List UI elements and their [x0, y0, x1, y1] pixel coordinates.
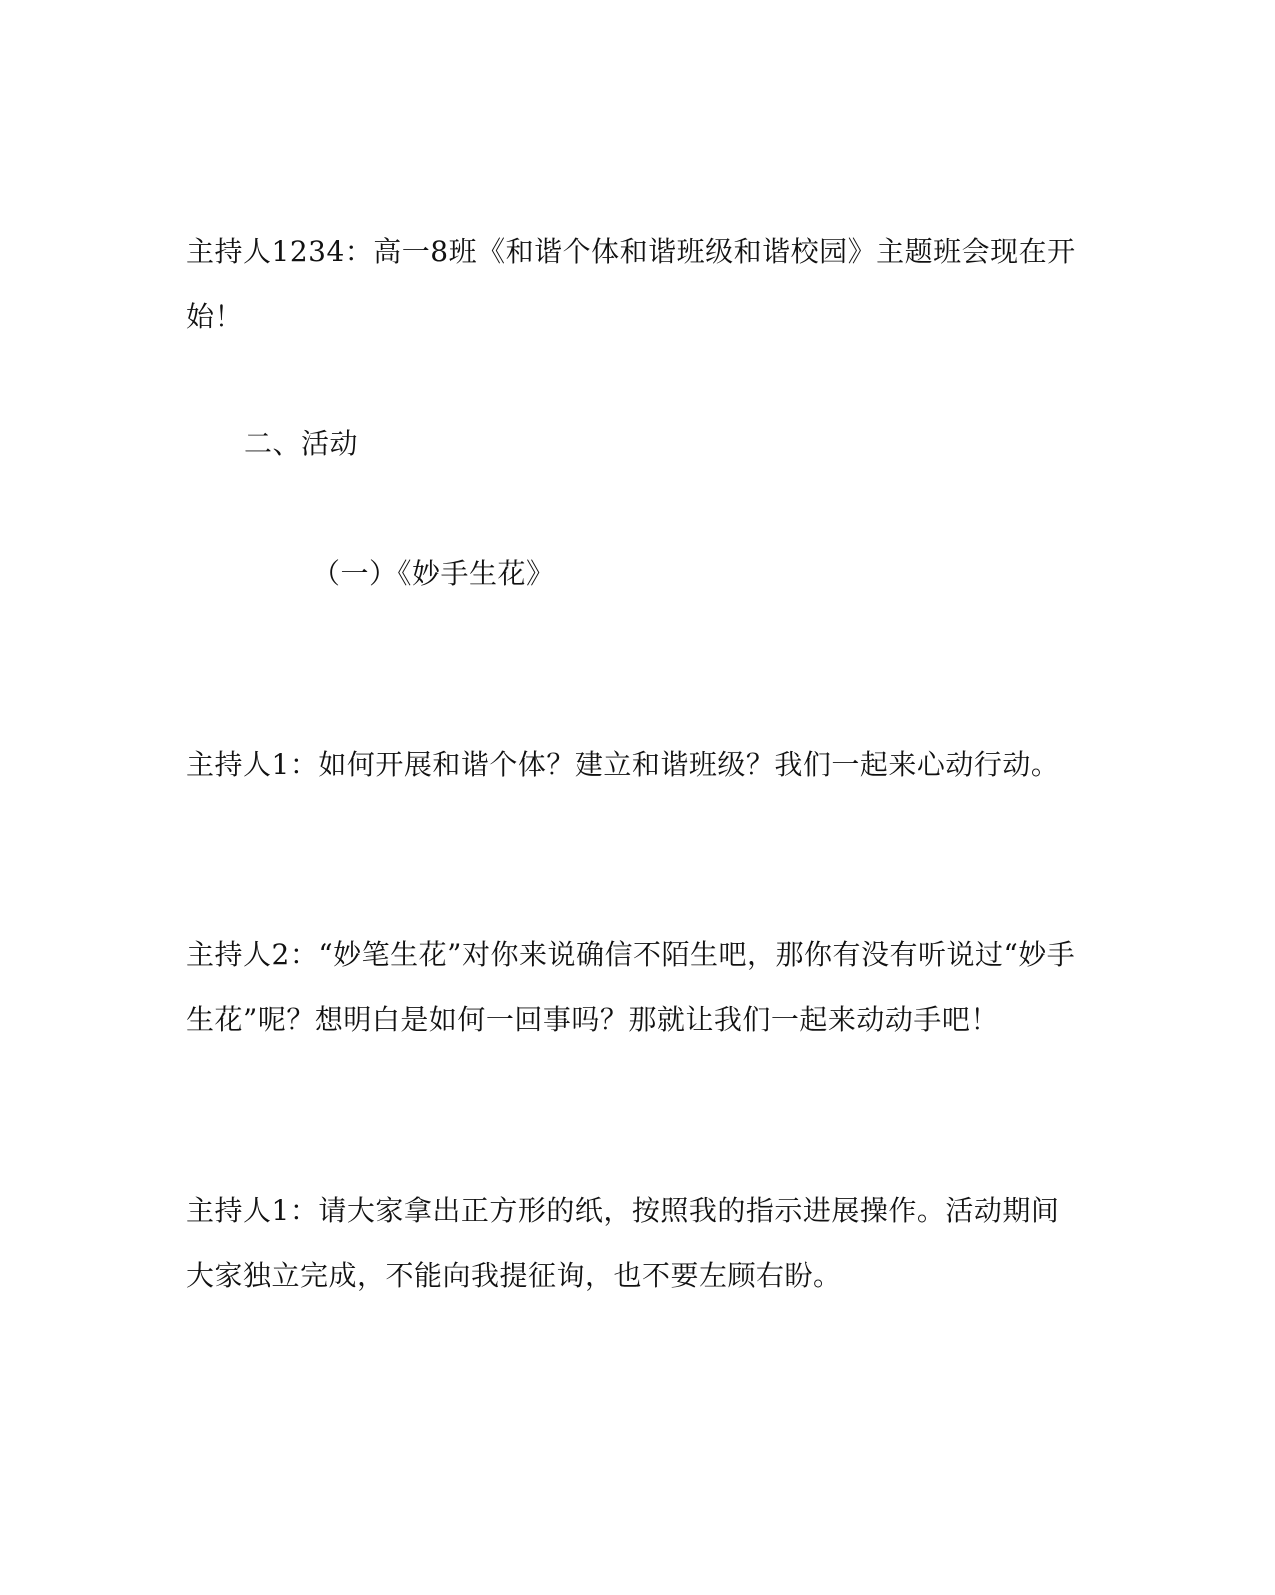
- section-heading-activity: 二、活动: [244, 427, 359, 460]
- paragraph-host1-intro: 主持人1：如何开展和谐个体？建立和谐班级？我们一起来心动行动。: [186, 748, 1060, 781]
- paragraph-host-opening: 主持人1234：高一8班《和谐个体和谐班级和谐校园》主题班会现在开始！: [186, 235, 1076, 333]
- subsection-heading-activity-one: （一）《妙手生花》: [312, 557, 555, 590]
- paragraph-host2-question: 主持人2：“妙笔生花”对你来说确信不陌生吧，那你有没有听说过“妙手生花”呢？想明白是如何一回事吗？那就让我们一起来动动手吧！: [186, 938, 1076, 1036]
- paragraph-host1-instructions: 主持人1：请大家拿出正方形的纸，按照我的指示进展操作。活动期间大家独立完成，不能向我提征询，也不要左顾右盼。: [186, 1194, 1060, 1292]
